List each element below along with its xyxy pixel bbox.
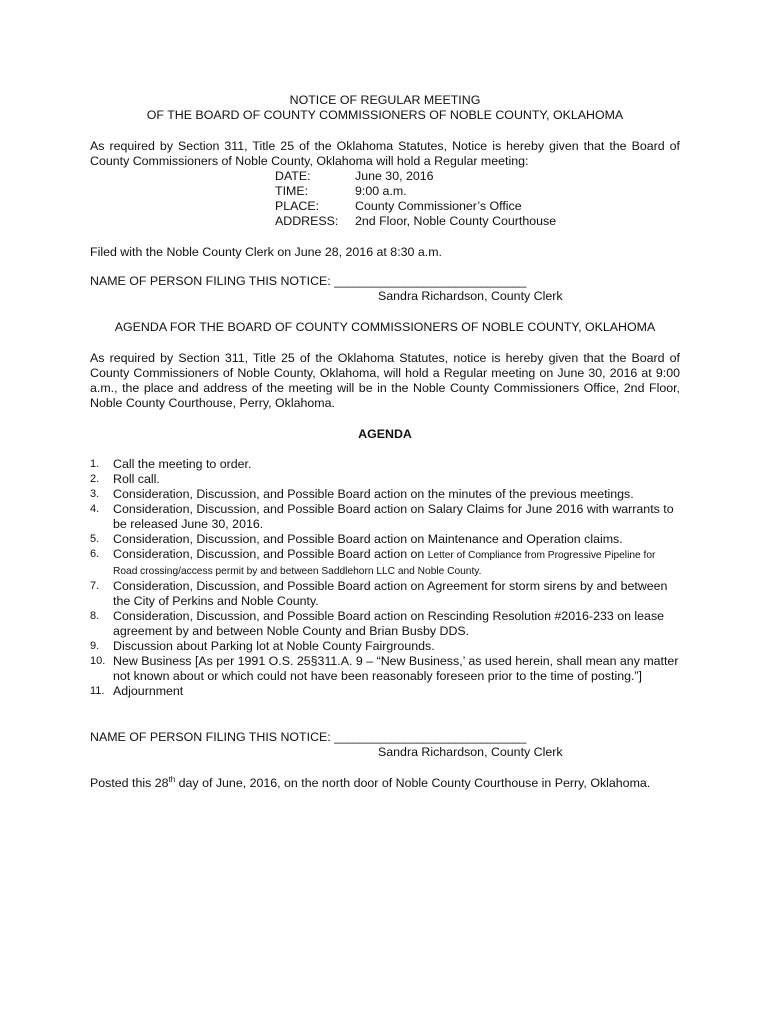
detail-row-date — [275, 169, 680, 184]
agenda-item-number: 2. — [90, 473, 100, 485]
detail-label: DATE: — [275, 169, 311, 183]
posted-statement — [90, 776, 680, 791]
agenda-item-number: 10. — [90, 655, 106, 667]
agenda-item-text: Adjournment — [113, 684, 184, 698]
agenda-item-number: 8. — [90, 610, 100, 622]
agenda-item — [90, 609, 680, 639]
detail-row-place — [275, 199, 680, 214]
agenda-item — [90, 532, 680, 547]
detail-value: 2nd Floor, Noble County Courthouse — [355, 214, 557, 228]
agenda-item-number: 5. — [90, 533, 100, 545]
detail-label: TIME: — [275, 184, 309, 198]
filer-label: NAME OF PERSON FILING THIS NOTICE: — [90, 274, 331, 288]
agenda-item — [90, 639, 680, 654]
detail-value: County Commissioner’s Office — [355, 199, 522, 213]
signature-line: ______________________________ — [334, 730, 526, 744]
agenda-item-text-wrap — [113, 547, 680, 579]
document-page — [90, 93, 680, 791]
agenda-heading: AGENDA — [358, 427, 412, 441]
agenda-item-text: Consideration, Discussion, and Possible Board action on Salary Claims for June 2016 with warrants to be released June 30, 2016. — [113, 502, 674, 531]
agenda-item — [90, 457, 680, 472]
posted-ordinal-suffix: th — [168, 774, 176, 784]
filer-line-2 — [90, 730, 680, 745]
agenda-item — [90, 547, 680, 579]
agenda-intro: As required by Section 311, Title 25 of the Oklahoma Statutes, notice is hereby given that the Board of County Commissioners of Noble County, Oklahoma, will hold a Regular meeting on June 30, 2016 at 9:00 a.m., the place and address of the meeting will be in the Noble County Commissioners Office, 2nd Floor, Noble County Courthouse, Perry, Oklahoma. — [90, 351, 680, 410]
agenda-item-text: Consideration, Discussion, and Possible Board action on the minutes of the previous meetings. — [113, 487, 634, 501]
agenda-item — [90, 502, 680, 532]
agenda-item-number: 4. — [90, 503, 100, 515]
agenda-item-number: 9. — [90, 640, 100, 652]
agenda-item — [90, 654, 680, 684]
posted-text-end: day of June, 2016, on the north door of Noble County Courthouse in Perry, Oklahoma. — [175, 776, 651, 790]
agenda-item-number: 3. — [90, 488, 100, 500]
agenda-item-text: Discussion about Parking lot at Noble County Fairgrounds. — [113, 639, 435, 653]
agenda-item-text: Consideration, Discussion, and Possible Board action on — [113, 547, 428, 561]
agenda-item-text: Consideration, Discussion, and Possible Board action on Rescinding Resolution #2016-233 on lease agreement by and between Noble County and Brian Busby DDS. — [113, 609, 665, 638]
agenda-item-text: Roll call. — [113, 472, 160, 486]
agenda-item-small-text: Letter of Compliance from Progressive Pipeline for Road crossing/access permit by and between Saddlehorn LLC and Noble County. — [113, 550, 656, 577]
agenda-item-number: 1. — [90, 458, 100, 470]
filer-name: Sandra Richardson, County Clerk — [378, 745, 563, 759]
agenda-item — [90, 684, 680, 699]
filer-line — [90, 274, 680, 289]
filed-statement: Filed with the Noble County Clerk on June 28, 2016 at 8:30 a.m. — [90, 245, 442, 259]
filer-name: Sandra Richardson, County Clerk — [378, 289, 563, 303]
agenda-item-number: 7. — [90, 580, 100, 592]
detail-row-address — [275, 214, 680, 229]
posted-text-start: Posted this 28 — [90, 776, 169, 790]
notice-intro: As required by Section 311, Title 25 of the Oklahoma Statutes, Notice is hereby given that the Board of County Commissioners of Noble County, Oklahoma will hold a Regular meeting: — [90, 139, 680, 168]
notice-title-line1: NOTICE OF REGULAR MEETING — [289, 93, 481, 107]
agenda-item — [90, 472, 680, 487]
notice-title-line2: OF THE BOARD OF COUNTY COMMISSIONERS OF NOBLE COUNTY, OKLAHOMA — [146, 108, 624, 122]
detail-label: ADDRESS: — [275, 214, 339, 228]
meeting-details — [275, 169, 680, 229]
agenda-item — [90, 487, 680, 502]
agenda-list — [90, 457, 680, 699]
detail-row-time — [275, 184, 680, 199]
filer-label: NAME OF PERSON FILING THIS NOTICE: — [90, 730, 331, 744]
agenda-item-text: Consideration, Discussion, and Possible Board action on Maintenance and Operation claims. — [113, 532, 623, 546]
agenda-item-text: New Business [As per 1991 O.S. 25§311.A. 9 – “New Business,’ as used herein, shall mean any matter not known about or which could not have been reasonably foreseen prior to the time of posting.”] — [113, 654, 679, 683]
agenda-item-number: 11. — [90, 685, 105, 697]
agenda-item-text: Call the meeting to order. — [113, 457, 252, 471]
signature-line: ______________________________ — [334, 274, 526, 288]
detail-label: PLACE: — [275, 199, 320, 213]
agenda-item-text: Consideration, Discussion, and Possible Board action on Agreement for storm sirens by and between the City of Perkins and Noble County. — [113, 579, 668, 608]
detail-value: 9:00 a.m. — [355, 184, 407, 198]
detail-value: June 30, 2016 — [355, 169, 434, 183]
agenda-title: AGENDA FOR THE BOARD OF COUNTY COMMISSIONERS OF NOBLE COUNTY, OKLAHOMA — [114, 320, 656, 334]
agenda-item-number: 6. — [90, 548, 100, 560]
agenda-item — [90, 579, 680, 609]
